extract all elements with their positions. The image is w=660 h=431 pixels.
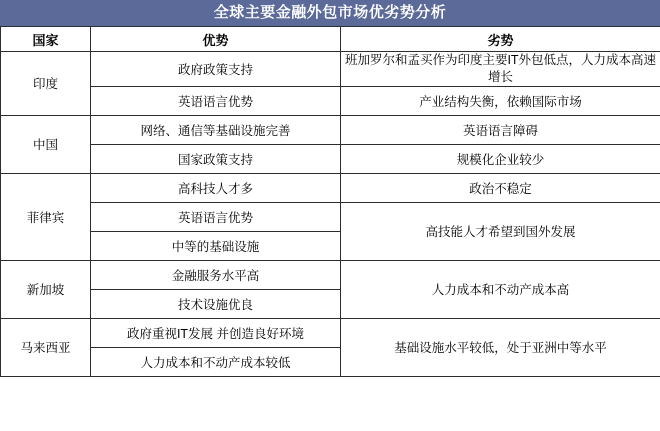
page-title: 全球主要金融外包市场优劣势分析: [0, 0, 660, 26]
table-row: [1, 173, 660, 202]
table-header: [1, 27, 660, 52]
column-header-country: 国家: [1, 27, 91, 52]
advantage-cell: 政府政策支持: [91, 52, 341, 87]
table-row: [1, 52, 660, 87]
disadvantage-cell: 班加罗尔和孟买作为印度主要IT外包低点，人力成本高速增长: [341, 52, 660, 87]
table-row: [1, 260, 660, 289]
advantage-cell: 政府重视IT发展 并创造良好环境: [91, 318, 341, 347]
table-row: [1, 115, 660, 144]
column-header-disadvantage: 劣势: [341, 27, 660, 52]
advantage-cell: 人力成本和不动产成本较低: [91, 347, 341, 376]
disadvantage-cell: 产业结构失衡，依赖国际市场: [341, 86, 660, 115]
advantage-cell: 技术设施优良: [91, 289, 341, 318]
column-header-advantage: 优势: [91, 27, 341, 52]
header-row: [1, 27, 660, 52]
table-row: [1, 86, 660, 115]
analysis-table: [0, 26, 660, 377]
disadvantage-cell: 高技能人才希望到国外发展: [341, 202, 660, 260]
disadvantage-cell: 政治不稳定: [341, 173, 660, 202]
disadvantage-cell: 英语语言障碍: [341, 115, 660, 144]
country-cell: 中国: [1, 115, 91, 173]
country-cell: 新加坡: [1, 260, 91, 318]
table-row: [1, 144, 660, 173]
advantage-cell: 英语语言优势: [91, 86, 341, 115]
country-cell: 马来西亚: [1, 318, 91, 376]
disadvantage-cell: 基础设施水平较低，处于亚洲中等水平: [341, 318, 660, 376]
table-body: [1, 52, 660, 377]
advantage-cell: 金融服务水平高: [91, 260, 341, 289]
advantage-cell: 英语语言优势: [91, 202, 341, 231]
table-row: [1, 318, 660, 347]
advantage-cell: 国家政策支持: [91, 144, 341, 173]
disadvantage-cell: 规模化企业较少: [341, 144, 660, 173]
disadvantage-cell: 人力成本和不动产成本高: [341, 260, 660, 318]
advantage-cell: 高科技人才多: [91, 173, 341, 202]
country-cell: 菲律宾: [1, 173, 91, 260]
table-row: [1, 202, 660, 231]
country-cell: 印度: [1, 52, 91, 116]
advantage-cell: 中等的基础设施: [91, 231, 341, 260]
advantage-cell: 网络、通信等基础设施完善: [91, 115, 341, 144]
